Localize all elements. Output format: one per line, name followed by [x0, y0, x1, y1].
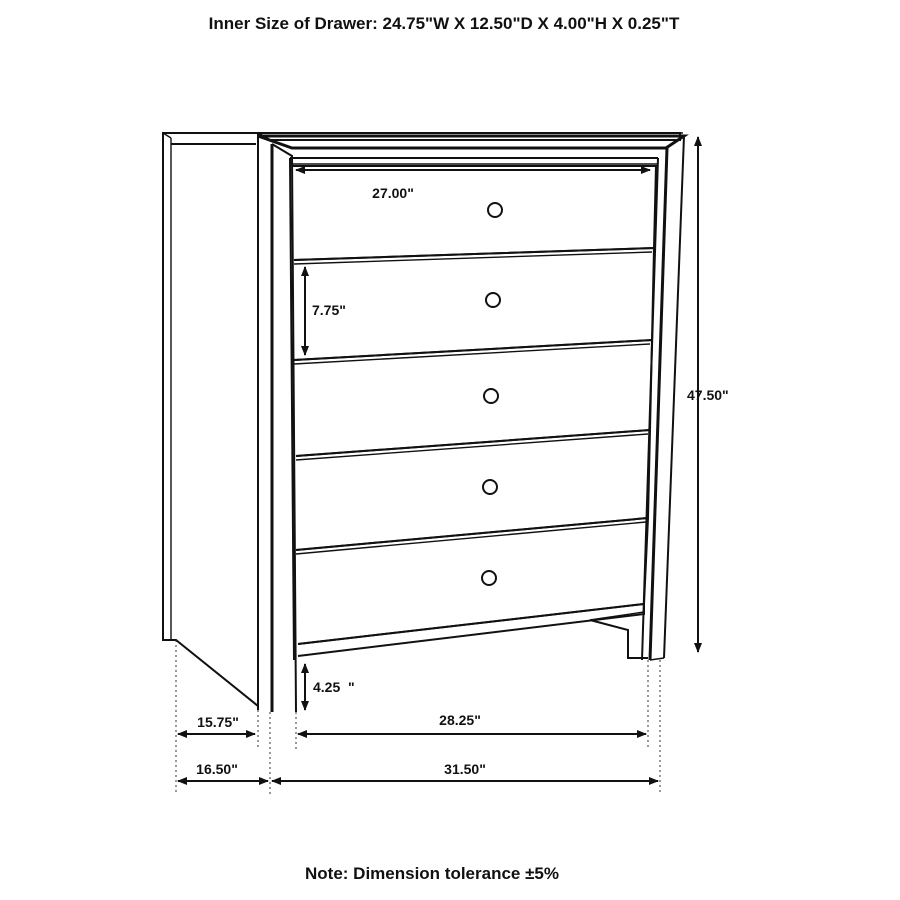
drawer-inner-size-title: Inner Size of Drawer: 24.75"W X 12.50"D X 4.00"H X 0.25"T: [208, 14, 680, 33]
drawer-5-knob-icon: [482, 571, 496, 585]
overall-depth-label: 16.50": [196, 761, 238, 777]
drawer-frame: [290, 158, 658, 660]
inner-depth-label: 15.75": [197, 714, 239, 730]
overall-height-label: 47.50": [687, 387, 729, 403]
drawer-4-knob-icon: [483, 480, 497, 494]
drawer-3: [294, 340, 652, 456]
dimension-lines: [178, 137, 698, 781]
tolerance-note: Note: Dimension tolerance ±5%: [305, 864, 559, 883]
extension-lines: [176, 640, 660, 795]
drawer-2-knob-icon: [486, 293, 500, 307]
front-frame: [258, 136, 684, 712]
drawer-width-label: 27.00": [372, 185, 414, 201]
overall-width-label: 31.50": [444, 761, 486, 777]
side-panel: [163, 133, 258, 706]
leg-height-label: 4.25 ": [313, 679, 355, 695]
drawer-4: [296, 430, 650, 550]
drawer-1-knob-icon: [488, 203, 502, 217]
drawer-1: [292, 166, 656, 260]
drawer-5: [296, 518, 648, 644]
inner-width-label: 28.25": [439, 712, 481, 728]
base-rail: [298, 604, 648, 658]
drawer-height-label: 7.75": [312, 302, 346, 318]
drawer-3-knob-icon: [484, 389, 498, 403]
